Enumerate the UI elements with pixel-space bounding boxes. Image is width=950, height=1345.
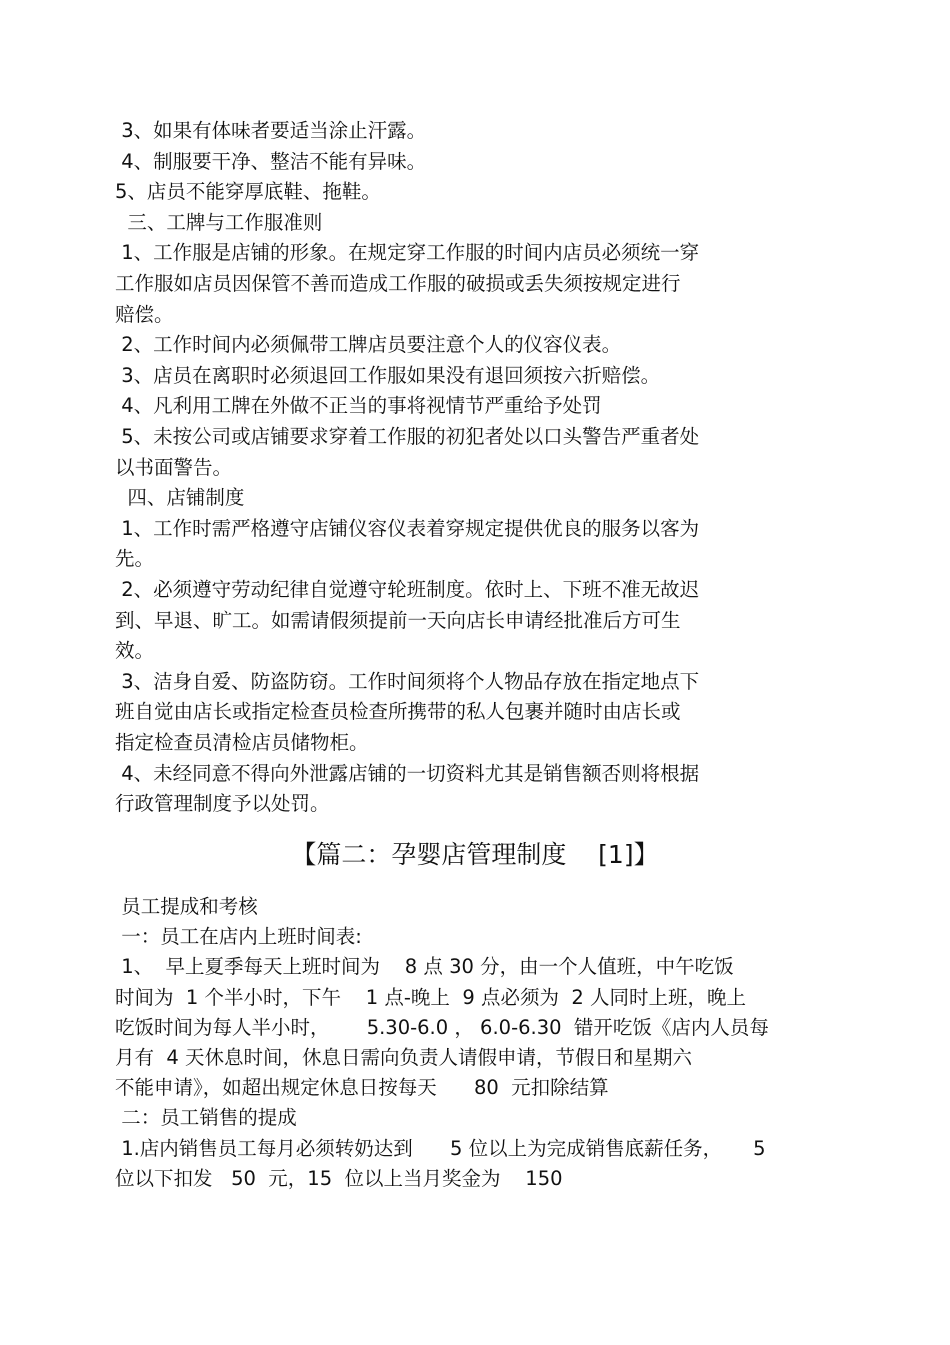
- rule-text-line: 4、凡利用工牌在外做不正当的事将视情节严重给予处罚: [115, 394, 602, 418]
- commission-text-line: 吃饭时间为每人半小时， 5.30-6.0 ， 6.0-6.30 错开吃饭《店内人员每: [115, 1015, 769, 1039]
- rule-text-line: 5、未按公司或店铺要求穿着工作服的初犯者处以口头警告严重者处: [115, 425, 700, 448]
- rule-text-line: 赔偿。: [115, 302, 174, 326]
- rule-text-line: 四、店铺制度: [115, 486, 245, 510]
- commission-text-line: 时间为 1 个半小时，下午 1 点-晚上 9 点必须为 2 人同时上班，晚上: [115, 985, 746, 1009]
- rule-text-line: 到、早退、旷工。如需请假须提前一天向店长申请经批准后方可生: [115, 608, 681, 632]
- rule-text-line: 1、工作服是店铺的形象。在规定穿工作服的时间内店员必须统一穿: [115, 241, 700, 265]
- rule-text-line: 行政管理制度予以处罚。: [115, 792, 330, 816]
- rule-text-line: 工作服如店员因保管不善而造成工作服的破损或丢失须按规定进行: [115, 272, 681, 295]
- commission-text-line: 位以下扣发 50 元，15 位以上当月奖金为 150: [115, 1166, 563, 1190]
- rule-text-line: 2、必须遵守劳动纪律自觉遵守轮班制度。依时上、下班不准无故迟: [115, 578, 700, 601]
- rule-text-line: 3、如果有体味者要适当涂止汗露。: [115, 119, 427, 142]
- rule-text-line: 3、洁身自爱、防盗防窃。工作时间须将个人物品存放在指定地点下: [115, 669, 700, 693]
- commission-text-line: 不能申请》，如超出规定休息日按每天 80 元扣除结算: [115, 1076, 609, 1100]
- commission-text-line: 月有 4 天休息时间，休息日需向负责人请假申请，节假日和星期六: [115, 1046, 693, 1069]
- rule-text-line: 效。: [115, 639, 155, 663]
- rule-text-line: 三、工牌与工作服准则: [115, 210, 323, 234]
- rule-text-line: 班自觉由店长或指定检查员检查所携带的私人包裹并随时由店长或: [115, 700, 681, 724]
- rule-text-line: 以书面警告。: [115, 455, 233, 479]
- rule-text-line: 指定检查员清检店员储物柜。: [115, 731, 369, 754]
- commission-text-line: 一：员工在店内上班时间表:: [115, 925, 362, 949]
- rule-text-line: 先。: [115, 547, 155, 571]
- rule-text-line: 5、店员不能穿厚底鞋、拖鞋。: [115, 180, 381, 204]
- rule-text-line: 2、工作时间内必须佩带工牌店员要注意个人的仪容仪表。: [115, 333, 622, 357]
- commission-text-line: 二：员工销售的提成: [115, 1106, 297, 1130]
- commission-text-line: 员工提成和考核: [115, 895, 258, 918]
- rule-text-line: 4、制服要干净、整洁不能有异味。: [115, 149, 427, 173]
- commission-text-line: 1、 早上夏季每天上班时间为 8 点 30 分，由一个人值班，中午吃饭: [115, 955, 734, 979]
- commission-text-line: 1.店内销售员工每月必须转奶达到 5 位以上为完成销售底薪任务， 5: [115, 1136, 766, 1160]
- chapter-heading: 【篇二：孕婴店管理制度 [1]】: [291, 840, 659, 869]
- rule-text-line: 4、未经同意不得向外泄露店铺的一切资料尤其是销售额否则将根据: [115, 761, 700, 785]
- rule-text-line: 1、工作时需严格遵守店铺仪容仪表着穿规定提供优良的服务以客为: [115, 516, 700, 540]
- rule-text-line: 3、店员在离职时必须退回工作服如果没有退回须按六折赔偿。: [115, 363, 661, 387]
